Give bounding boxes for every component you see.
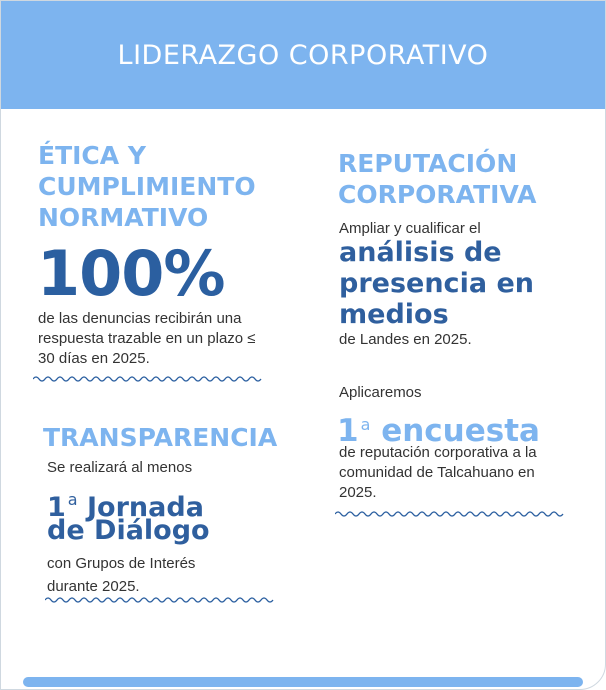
wave-divider-etica bbox=[33, 375, 263, 383]
etica-heading-line2: CUMPLIMIENTO bbox=[38, 172, 256, 201]
wave-divider-transparencia bbox=[45, 596, 275, 604]
reputacion-heading-line1: REPUTACIÓN bbox=[338, 149, 518, 178]
etica-description bbox=[38, 309, 298, 369]
reputacion-highlight bbox=[339, 237, 579, 330]
header-banner bbox=[1, 1, 605, 109]
reputacion-description bbox=[339, 443, 589, 503]
transparencia-line2: de Diálogo bbox=[47, 515, 210, 546]
reputacion-big-line1: análisis de bbox=[339, 237, 502, 268]
wave-divider-reputacion bbox=[335, 510, 565, 518]
reputacion-ordinal-number: 1 bbox=[337, 413, 359, 449]
reputacion-desc-line3: 2025. bbox=[339, 484, 377, 501]
reputacion-big-line2: presencia en bbox=[339, 268, 534, 299]
transparencia-intro: Se realizará al menos bbox=[47, 459, 193, 476]
transparencia-ordinal-sup: a bbox=[67, 490, 78, 509]
transparencia-description bbox=[47, 552, 195, 598]
etica-section bbox=[38, 140, 298, 233]
transparencia-heading: TRANSPARENCIA bbox=[43, 423, 278, 452]
banner-title: LIDERAZGO CORPORATIVO bbox=[117, 39, 489, 71]
etica-heading-line1: ÉTICA Y bbox=[38, 141, 146, 170]
reputacion-big-line3: medios bbox=[339, 299, 449, 330]
reputacion-intro2: Aplicaremos bbox=[339, 384, 422, 401]
reputacion-big2: encuesta bbox=[381, 413, 540, 449]
reputacion-desc-line2: comunidad de Talcahuano en bbox=[339, 464, 535, 481]
bottom-accent-bar bbox=[23, 677, 583, 687]
reputacion-heading-line2: CORPORATIVA bbox=[338, 180, 537, 209]
etica-desc-line3: 30 días en 2025. bbox=[38, 350, 150, 367]
reputacion-ordinal-sup: a bbox=[360, 415, 371, 434]
reputacion-intro: Ampliar y cualificar el bbox=[339, 220, 481, 237]
transparencia-ordinal-number: 1 bbox=[47, 492, 66, 523]
etica-value: 100% bbox=[37, 237, 225, 310]
reputacion-section bbox=[338, 148, 578, 210]
etica-desc-line2: respuesta trazable en un plazo ≤ bbox=[38, 330, 256, 347]
transparencia-desc-line2: durante 2025. bbox=[47, 578, 140, 595]
etica-desc-line1: de las denuncias recibirán una bbox=[38, 310, 242, 327]
etica-heading-line3: NORMATIVO bbox=[38, 203, 209, 232]
reputacion-desc-line1: de reputación corporativa a la bbox=[339, 444, 537, 461]
transparencia-desc-line1: con Grupos de Interés bbox=[47, 555, 196, 572]
reputacion-tail: de Landes en 2025. bbox=[339, 331, 472, 348]
transparencia-line1: Jornada bbox=[87, 492, 204, 523]
